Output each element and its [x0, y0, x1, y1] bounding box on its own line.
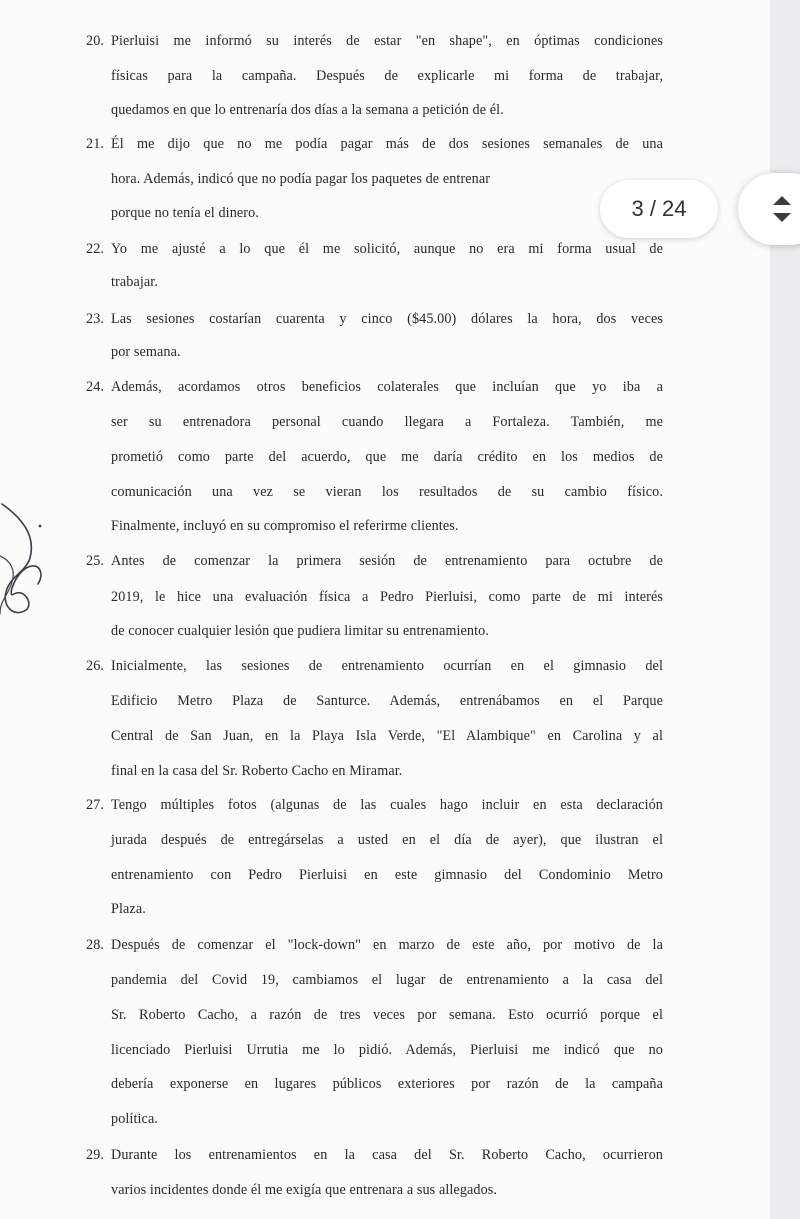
- paragraph-line: por semana.: [111, 344, 181, 360]
- paragraph-line: de conocer cualquier lesión que pudiera limitar su entrenamiento.: [111, 623, 489, 639]
- paragraph-line: trabajar.: [111, 274, 158, 290]
- paragraph-line: porque no tenía el dinero.: [111, 205, 259, 221]
- page-indicator: [600, 180, 718, 238]
- handwritten-signature-icon: [0, 496, 48, 626]
- paragraph-line: entrenamiento con Pedro Pierluisi en este gimnasio del Condominio Metro: [111, 867, 663, 883]
- paragraph-line: Antes de comenzar la primera sesión de entrenamiento para octubre de: [111, 553, 663, 569]
- paragraph-number: 22.: [86, 241, 105, 257]
- paragraph-line: política.: [111, 1111, 158, 1127]
- paragraph-number: 26.: [86, 658, 105, 674]
- up-down-arrows-icon: [769, 193, 795, 225]
- paragraph-number: 20.: [86, 33, 105, 49]
- paragraph-line: Central de San Juan, en la Playa Isla Verde, "El Alambique" en Carolina y al: [111, 728, 663, 744]
- paragraph-line: Inicialmente, las sesiones de entrenamiento ocurrían en el gimnasio del: [111, 658, 663, 674]
- paragraph-line: 2019, le hice una evaluación física a Pedro Pierluisi, como parte de mi interés: [111, 589, 663, 605]
- paragraph-line: pandemia del Covid 19, cambiamos el lugar de entrenamiento a la casa del: [111, 972, 663, 988]
- paragraph-number: 25.: [86, 553, 105, 569]
- paragraph-line: varios incidentes donde él me exigía que entrenara a sus allegados.: [111, 1182, 498, 1198]
- paragraph-number: 27.: [86, 797, 105, 813]
- paragraph-line: ser su entrenadora personal cuando llegara a Fortaleza. También, me: [111, 414, 663, 430]
- page-scroll-button[interactable]: [738, 173, 800, 245]
- paragraph-number: 28.: [86, 937, 105, 953]
- paragraph-line: Pierluisi me informó su interés de estar "en shape", en óptimas condiciones: [111, 33, 663, 49]
- paragraph-line: jurada después de entregárselas a usted en el día de ayer), que ilustran el: [111, 832, 663, 848]
- paragraph-line: Después de comenzar el "lock-down" en marzo de este año, por motivo de la: [111, 937, 663, 953]
- paragraph-line: Tengo múltiples fotos (algunas de las cuales hago incluir en esta declaración: [111, 797, 663, 813]
- paragraph-line: comunicación una vez se vieran los resultados de su cambio físico.: [111, 484, 663, 500]
- paragraph-line: final en la casa del Sr. Roberto Cacho en Miramar.: [111, 763, 403, 779]
- paragraph-number: 24.: [86, 379, 105, 395]
- paragraph-line: prometió como parte del acuerdo, que me daría crédito en los medios de: [111, 449, 663, 465]
- paragraph-line: Sr. Roberto Cacho, a razón de tres veces por semana. Esto ocurrió porque el: [111, 1007, 663, 1023]
- page-indicator-text: 3 / 24: [631, 196, 687, 221]
- paragraph-line: debería exponerse en lugares públicos exteriores por razón de la campaña: [111, 1076, 663, 1092]
- paragraph-number: 23.: [86, 311, 105, 327]
- paragraph-number: 21.: [86, 136, 105, 152]
- paragraph-line: Plaza.: [111, 901, 146, 917]
- paragraph-line: hora. Además, indicó que no podía pagar los paquetes de entrenar: [111, 171, 491, 187]
- paragraph-line: Él me dijo que no me podía pagar más de dos sesiones semanales de una: [111, 136, 663, 152]
- paragraph-line: Durante los entrenamientos en la casa del Sr. Roberto Cacho, ocurrieron: [111, 1147, 663, 1163]
- paragraph-line: licenciado Pierluisi Urrutia me lo pidió. Además, Pierluisi me indicó que no: [111, 1042, 663, 1058]
- paragraph-line: Además, acordamos otros beneficios colaterales que incluían que yo iba a: [111, 379, 663, 395]
- paragraph-line: Yo me ajusté a lo que él me solicitó, aunque no era mi forma usual de: [111, 241, 663, 257]
- paragraph-number: 29.: [86, 1147, 105, 1163]
- paragraph-line: quedamos en que lo entrenaría dos días a la semana a petición de él.: [111, 102, 504, 118]
- paragraph-line: Edificio Metro Plaza de Santurce. Además, entrenábamos en el Parque: [111, 693, 663, 709]
- paragraph-line: físicas para la campaña. Después de explicarle mi forma de trabajar,: [111, 68, 663, 84]
- paragraph-line: Finalmente, incluyó en su compromiso el referirme clientes.: [111, 518, 459, 534]
- paragraph-line: Las sesiones costarían cuarenta y cinco ($45.00) dólares la hora, dos veces: [111, 311, 663, 327]
